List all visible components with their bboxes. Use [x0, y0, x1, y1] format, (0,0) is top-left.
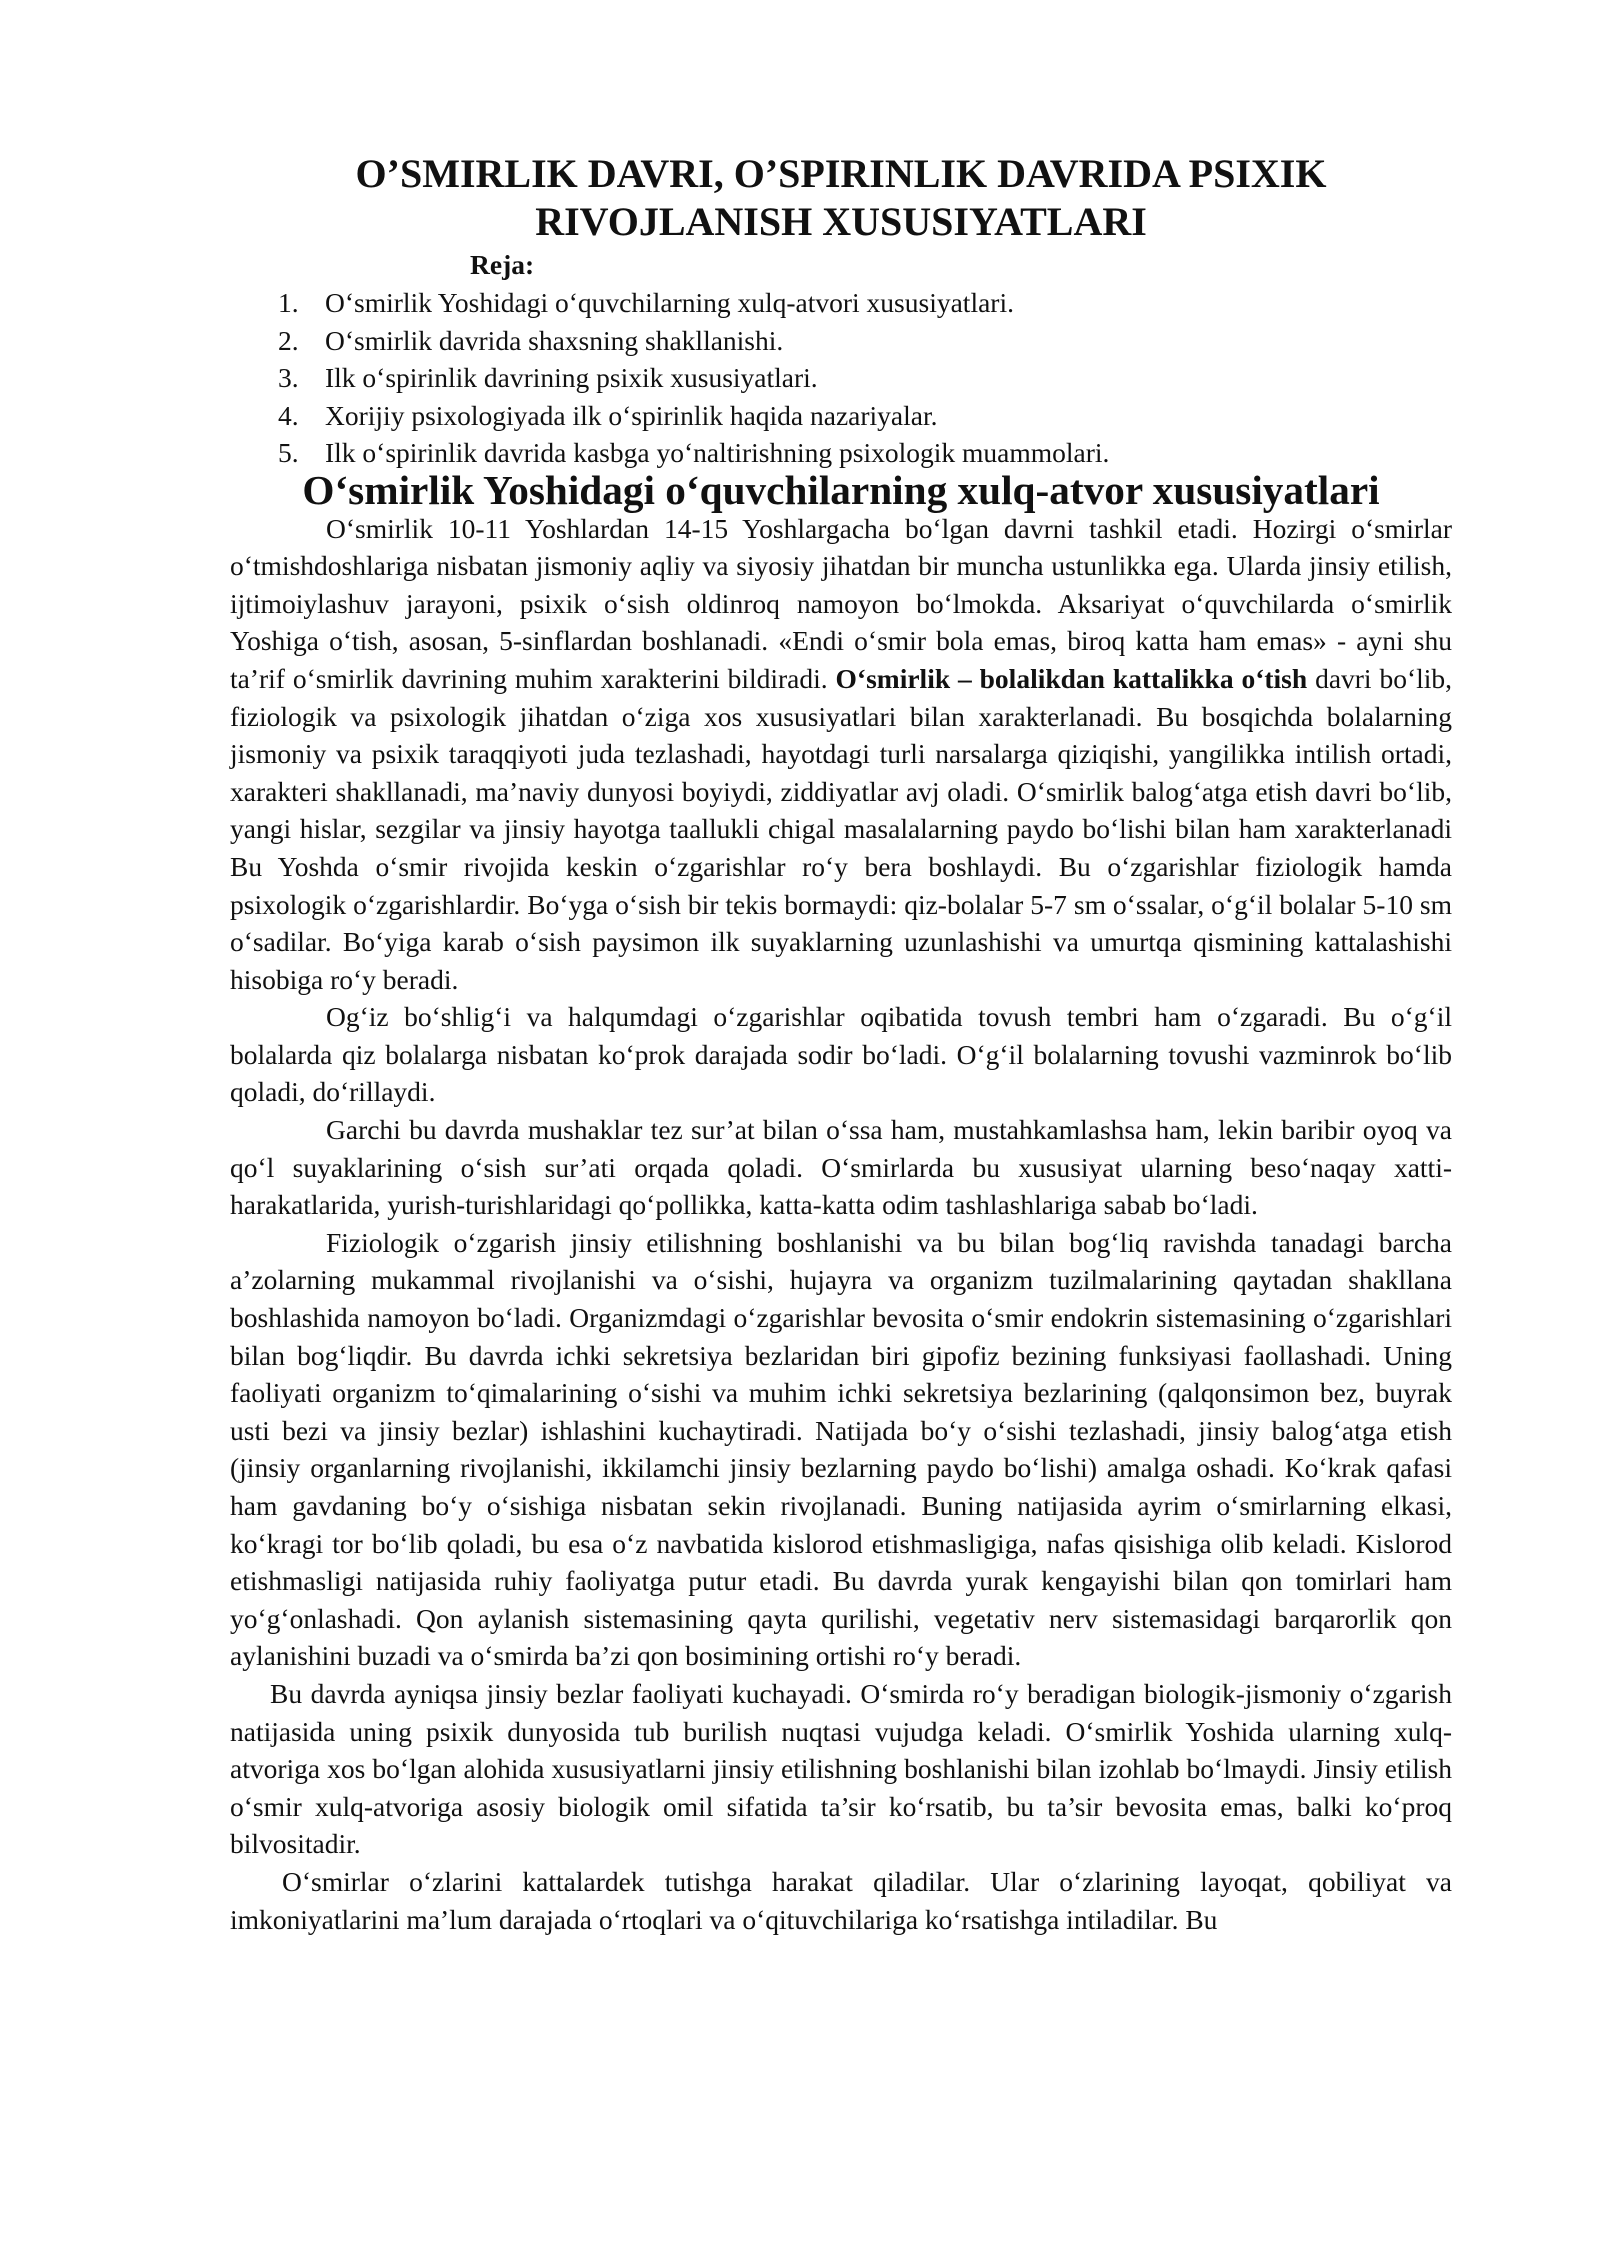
paragraph-6: O‘smirlar o‘zlarini kattalardek tutishga harakat qiladilar. Ular o‘zlarining layoqat, qobiliyat va imkoniyatlarini ma’lum darajada o‘rtoqlari va o‘qituvchilariga ko‘rsatishga intiladilar. Bu — [230, 1865, 1452, 1935]
plan-item-number: 4. — [278, 399, 299, 431]
plan-item-number: 3. — [278, 362, 299, 394]
plan-item — [230, 397, 1452, 435]
paragraph-3: Garchi bu davrda mushaklar tez sur’at bilan o‘ssa ham, mustahkamlashsa ham, lekin baribir oyoq va qo‘l suyaklarining o‘sish sur’ati orqada qoladi. O‘smirlarda bu xususiyat ularning beso‘naqay xatti-harakatlarida, yurish-turishlaridagi qo‘pollikka, katta-katta odim tashlashlariga sabab bo‘ladi. — [230, 1114, 1452, 1221]
plan-item — [230, 359, 1452, 397]
paragraph-1-bold-term: O‘smirlik – bolalikdan kattalikka o‘tish — [835, 662, 1308, 694]
plan-item-text: O‘smirlik davrida shaxsning shakllanishi. — [325, 324, 784, 356]
plan-item-text: Xorijiy psixologiyada ilk o‘spirinlik haqida nazariyalar. — [325, 399, 938, 431]
plan-item-text: Ilk o‘spirinlik davrida kasbga yo‘naltirishning psixologik muammolari. — [325, 437, 1110, 469]
plan-item — [230, 434, 1452, 472]
plan-item-text: O‘smirlik Yoshidagi o‘quvchilarning xulq-atvori xususiyatlari. — [325, 287, 1014, 318]
plan-item-number: 2. — [278, 324, 299, 356]
paragraph-2: Og‘iz bo‘shlig‘i va halqumdagi o‘zgarishlar oqibatida tovush tembri ham o‘zgaradi. Bu o‘g‘il bolalarda qiz bolalarga nisbatan ko‘prok darajada sodir bo‘ladi. O‘g‘il bolalarning tovushi vazminrok bo‘lib qoladi, do‘rillaydi. — [230, 1001, 1452, 1108]
plan-item-number: 5. — [278, 437, 299, 469]
paragraph-4: Fiziologik o‘zgarish jinsiy etilishning boshlanishi va bu bilan bog‘liq ravishda tanadagi barcha a’zolarning mukammal rivojlanishi va o‘sishi, hujayra va organizm tuzilmalarining qaytadan shakllana boshlashida namoyon bo‘ladi. Organizmdagi o‘zgarishlar bevosita o‘smir endokrin sistemasining o‘zgarishlari bilan bog‘liqdir. Bu davrda ichki sekretsiya bezlaridan biri gipofiz bezining funksiyasi faollashadi. Uning faoliyati organizm to‘qimalarining o‘sishi va muhim ichki sekretsiya bezlarining (qalqonsimon bez, buyrak usti bezi va jinsiy bezlar) ishlashini kuchaytiradi. Natijada bo‘y o‘sishi tezlashadi, jinsiy balog‘atga etish (jinsiy organlarning rivojlanishi, ikkilamchi jinsiy bezlarning paydo bo‘lishi) amalga oshadi. Ko‘krak qafasi ham gavdaning bo‘y o‘sishiga nisbatan sekin rivojlanadi. Buning natijasida ayrim o‘smirlarning elkasi, ko‘kragi tor bo‘lib qoladi, bu esa o‘z navbatida kislorod etishmasligiga, nafas qisishiga olib keladi. Kislorod etishmasligi natijasida ruhiy faoliyatga putur etadi. Bu davrda yurak kengayishi bilan qon tomirlari ham yo‘g‘onlashadi. Qon aylanish sistemasining qayta qurilishi, vegetativ nerv sistemasidagi barqarorlik qon aylanishini buzadi va o‘smirda ba’zi qon bosimining ortishi ro‘y beradi. — [230, 1226, 1452, 1672]
paragraph-1-start: O‘smirlik 10-11 Yoshlardan 14-15 Yoshlargacha bo‘lgan davrni tashkil etadi. Hozirgi o‘smirlar o‘tmishdoshlariga nisbatan jismoniy aqliy va siyosiy jihatdan bir muncha ustunlikka ega. Ularda jinsiy etilish, ijtimoiylashuv jarayoni, psixik o‘sish oldinroq namoyon bo‘lmokda. Aksariyat o‘quvchilarda o‘smirlik Yoshiga o‘tish, asosan, 5-sinflardan boshlanadi. «Endi o‘smir bola emas, biroq katta ham emas» - ayni shu ta’rif o‘smirlik davrining muhim xarakterini bildiradi. — [230, 512, 1452, 694]
paragraph-5: Bu davrda ayniqsa jinsiy bezlar faoliyati kuchayadi. O‘smirda ro‘y beradigan biologik-jismoniy o‘zgarish natijasida uning psixik dunyosida tub burilish nuqtasi vujudga keladi. O‘smirlik Yoshida ularning xulq-atvoriga xos bo‘lgan alohida xususiyatlarni jinsiy etilishning boshlanishi bilan izohlab bo‘lmaydi. Jinsiy etilish o‘smir xulq-atvoriga asosiy biologik omil sifatida ta’sir ko‘rsatib, bu ta’sir bevosita emas, balki ko‘proq bilvositadir. — [230, 1677, 1452, 1860]
plan-item-number: 1. — [278, 287, 299, 318]
plan-item-text: Ilk o‘spirinlik davrining psixik xususiyatlari. — [325, 362, 818, 394]
document-title: O’SMIRLIK DAVRI, O’SPIRINLIK DAVRIDA PSIXIK RIVOJLANISH XUSUSIYATLARI — [355, 151, 1327, 244]
document-page — [230, 150, 1452, 1938]
paragraph-1 — [230, 510, 1452, 999]
paragraph-1-end: davri bo‘lib, fiziologik va psixologik jihatdan o‘ziga xos xususiyatlari bilan xarakterlanadi. Bu bosqichda bolalarning jismoniy va psixik taraqqiyoti juda tezlashadi, hayotdagi turli narsalarga qiziqishi, yangilikka intilish ortadi, xarakteri shakllanadi, ma’naviy dunyosi boyiydi, ziddiyatlar avj oladi. O‘smirlik balog‘atga etish davri bo‘lib, yangi hislar, sezgilar va jinsiy hayotga taallukli chigal masalalarning paydo bo‘lishi bilan ham xarakterlanadi Bu Yoshda o‘smir rivojida keskin o‘zgarishlar ro‘y bera boshlaydi. Bu o‘zgarishlar fiziologik hamda psixologik o‘zgarishlardir. Bo‘yga o‘sish bir tekis bormaydi: qiz-bolalar 5-7 sm o‘ssalar, o‘g‘il bolalar 5-10 sm o‘sadilar. Bo‘yiga karab o‘sish paysimon ilk suyaklarning uzunlashishi va umurtqa qismining kattalashishi hisobiga ro‘y beradi. — [230, 662, 1453, 995]
plan-list — [230, 284, 1452, 472]
section-title: O‘smirlik Yoshidagi o‘quvchilarning xulq-atvor xususiyatlari — [302, 466, 1380, 513]
plan-heading: Reja: — [470, 249, 535, 280]
plan-item — [230, 322, 1452, 360]
plan-item — [230, 284, 1452, 322]
